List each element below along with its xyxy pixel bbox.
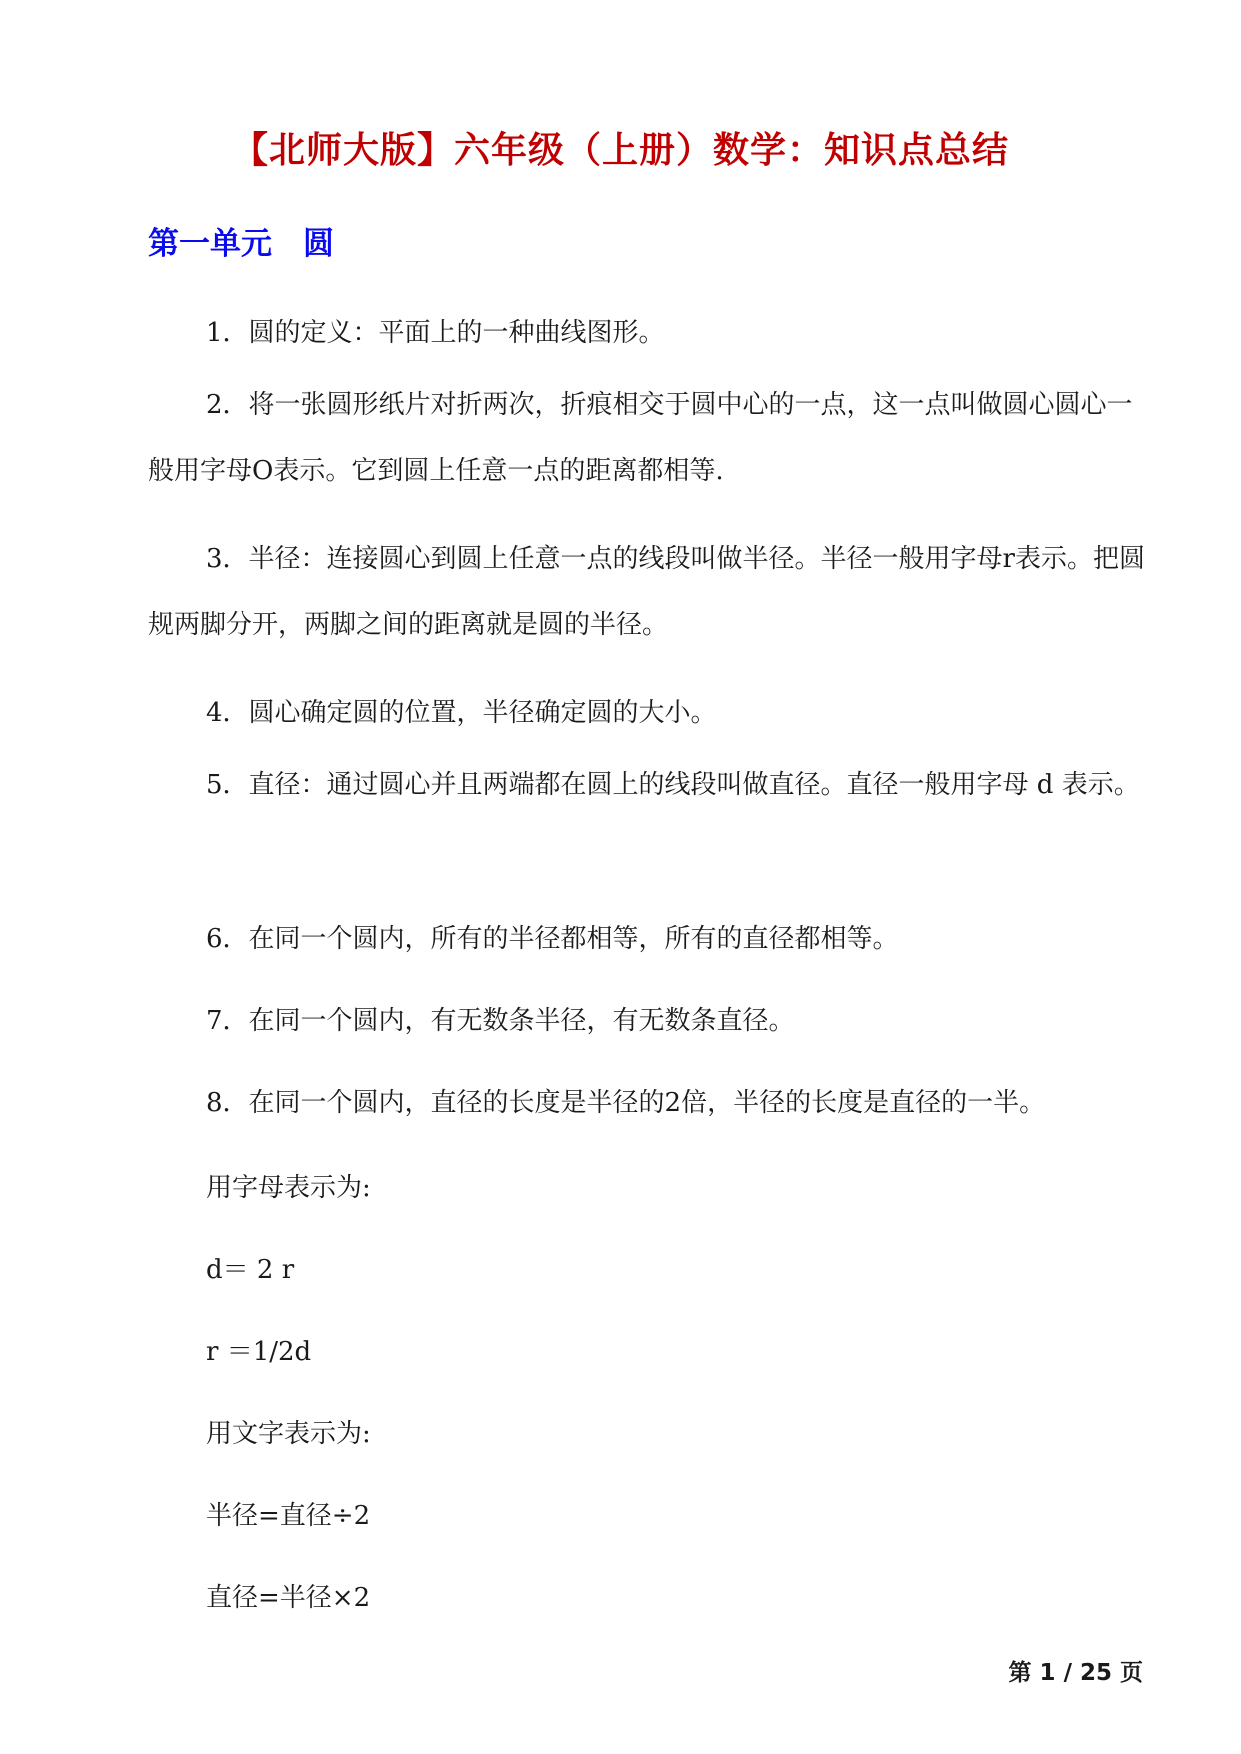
list-item-5: 5．直径：通过圆心并且两端都在圆上的线段叫做直径。直径一般用字母 d 表示。 [206,770,1140,800]
list-item-8: 8．在同一个圆内，直径的长度是半径的2倍，半径的长度是直径的一半。 [206,1088,1046,1118]
page-number: 第 1 / 25 页 [1008,1660,1143,1686]
unit-heading: 第一单元 圆 [148,226,334,262]
formula-diameter-words: 直径=半径×2 [206,1583,371,1613]
list-item-4: 4．圆心确定圆的位置，半径确定圆的大小。 [206,698,717,728]
document-title: 【北师大版】六年级（上册）数学：知识点总结 [231,130,1009,171]
formula-diameter: d＝ 2 r [206,1255,295,1285]
formula-radius-words: 半径=直径÷2 [206,1501,371,1531]
list-item-3: 3．半径：连接圆心到圆上任意一点的线段叫做半径。半径一般用字母r表示。把圆规两脚分开，两脚之间的距离就是圆的半径。 [148,544,1145,640]
list-item-1: 1．圆的定义：平面上的一种曲线图形。 [206,318,665,348]
word-form-label: 用文字表示为: [206,1419,371,1449]
list-item-7: 7．在同一个圆内，有无数条半径，有无数条直径。 [206,1006,795,1036]
letter-form-label: 用字母表示为: [206,1173,371,1203]
formula-radius: r ＝1/2d [206,1337,312,1367]
list-item-6: 6．在同一个圆内，所有的半径都相等，所有的直径都相等。 [206,924,899,954]
list-item-2: 2．将一张圆形纸片对折两次，折痕相交于圆中心的一点，这一点叫做圆心圆心一般用字母O表示。它到圆上任意一点的距离都相等. [148,390,1133,486]
